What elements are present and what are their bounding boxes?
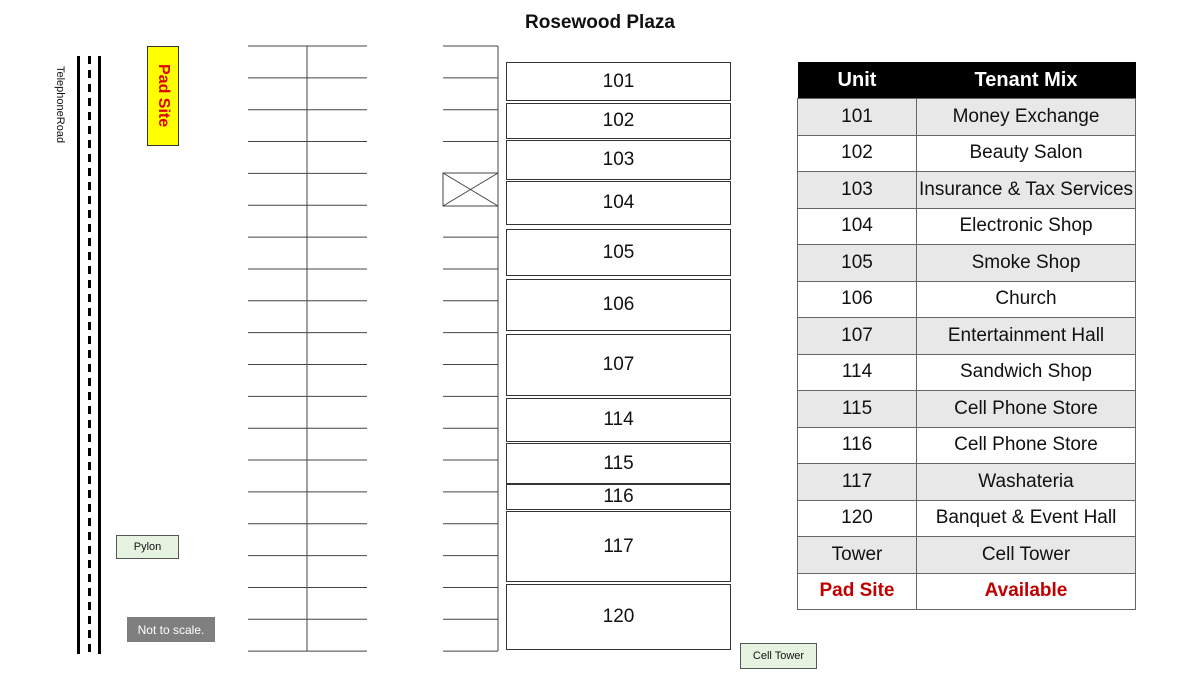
unit-cell: 114: [798, 354, 917, 391]
table-row: [798, 537, 1136, 574]
unit-105[interactable]: 105: [506, 229, 731, 276]
unit-cell: 101: [798, 99, 917, 136]
table-row: [798, 573, 1136, 610]
road-label: TelephoneRoad: [54, 66, 66, 144]
unit-cell: 105: [798, 245, 917, 282]
tenant-table: [797, 62, 1136, 610]
unit-104[interactable]: 104: [506, 181, 731, 225]
table-row: [798, 500, 1136, 537]
unit-cell: 115: [798, 391, 917, 428]
table-row: [798, 208, 1136, 245]
tenant-cell: Money Exchange: [917, 99, 1136, 136]
table-row: [798, 318, 1136, 355]
table-row: [798, 354, 1136, 391]
tenant-cell: Church: [917, 281, 1136, 318]
tenant-cell: Sandwich Shop: [917, 354, 1136, 391]
table-row: [798, 172, 1136, 209]
unit-106[interactable]: 106: [506, 279, 731, 331]
unit-cell: Pad Site: [798, 573, 917, 610]
cart-corral-box: [443, 173, 498, 206]
tenant-cell: Cell Phone Store: [917, 391, 1136, 428]
unit-116[interactable]: 116: [506, 484, 731, 510]
tenant-cell: Cell Tower: [917, 537, 1136, 574]
scale-note: Not to scale.: [127, 617, 215, 642]
tenant-cell: Banquet & Event Hall: [917, 500, 1136, 537]
tenant-cell: Insurance & Tax Services: [917, 172, 1136, 209]
unit-cell: 102: [798, 135, 917, 172]
unit-cell: 107: [798, 318, 917, 355]
table-row: [798, 99, 1136, 136]
tenant-cell: Beauty Salon: [917, 135, 1136, 172]
unit-cell: Tower: [798, 537, 917, 574]
header-tenant-mix: Tenant Mix: [917, 62, 1136, 99]
table-header-row: [798, 62, 1136, 99]
pad-site-label: Pad Site: [155, 64, 172, 128]
unit-cell: 120: [798, 500, 917, 537]
table-row: [798, 427, 1136, 464]
table-row: [798, 245, 1136, 282]
tenant-cell: Washateria: [917, 464, 1136, 501]
table-row: [798, 281, 1136, 318]
unit-120[interactable]: 120: [506, 584, 731, 650]
header-unit: Unit: [798, 62, 917, 99]
tenant-cell: Electronic Shop: [917, 208, 1136, 245]
page-title: Rosewood Plaza: [525, 12, 675, 33]
unit-cell: 106: [798, 281, 917, 318]
table-row: [798, 391, 1136, 428]
unit-cell: 116: [798, 427, 917, 464]
unit-114[interactable]: 114: [506, 398, 731, 442]
unit-cell: 104: [798, 208, 917, 245]
unit-101[interactable]: 101: [506, 62, 731, 101]
unit-103[interactable]: 103: [506, 140, 731, 180]
table-row: [798, 135, 1136, 172]
unit-115[interactable]: 115: [506, 443, 731, 484]
table-row: [798, 464, 1136, 501]
tenant-cell: Cell Phone Store: [917, 427, 1136, 464]
unit-117[interactable]: 117: [506, 511, 731, 582]
unit-107[interactable]: 107: [506, 334, 731, 396]
tenant-cell: Available: [917, 573, 1136, 610]
pylon-sign[interactable]: Pylon: [116, 535, 179, 559]
unit-cell: 117: [798, 464, 917, 501]
unit-102[interactable]: 102: [506, 103, 731, 139]
cell-tower-label[interactable]: Cell Tower: [740, 643, 817, 669]
tenant-cell: Entertainment Hall: [917, 318, 1136, 355]
unit-cell: 103: [798, 172, 917, 209]
tenant-cell: Smoke Shop: [917, 245, 1136, 282]
